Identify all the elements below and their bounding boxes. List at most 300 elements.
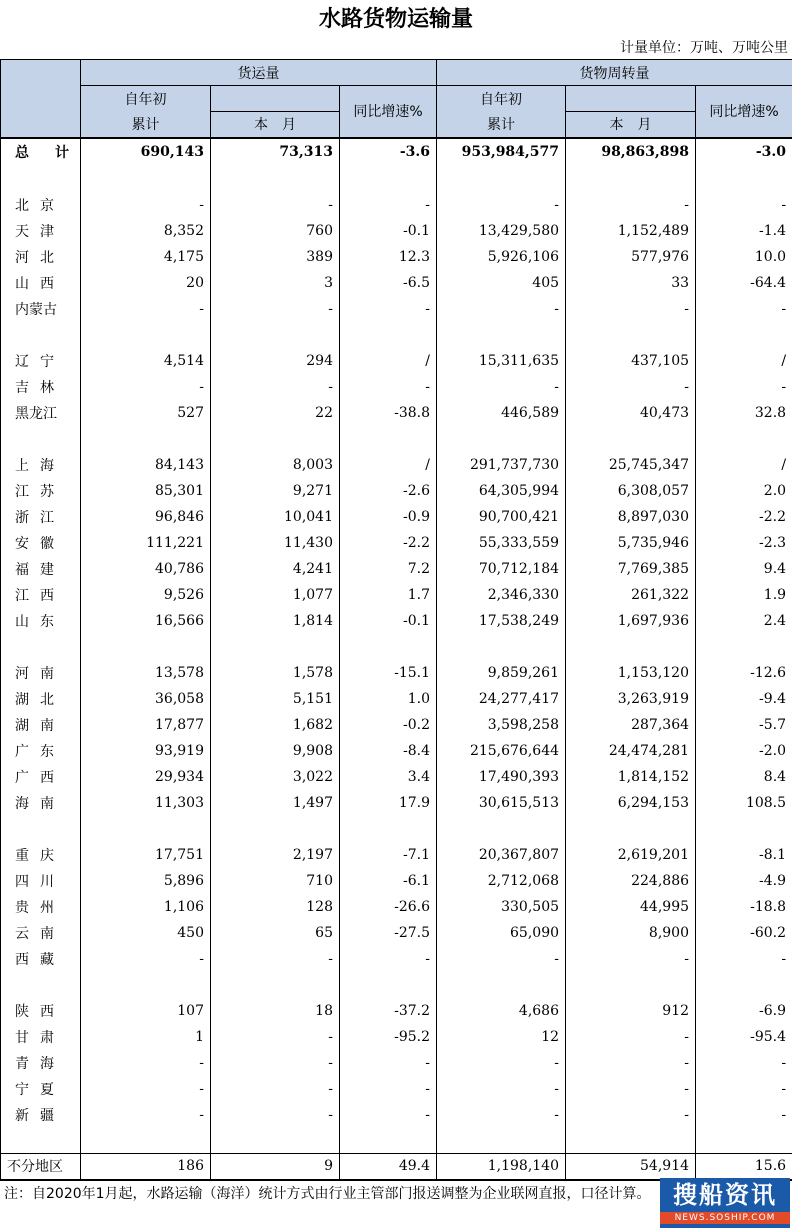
turnover-month-cell: 6,294,153: [566, 790, 696, 816]
table-row: [1, 868, 792, 894]
table-row: [1, 1102, 792, 1128]
region-cell: 北京: [1, 192, 81, 218]
turnover-ytd-cell: 90,700,421: [437, 504, 566, 530]
turnover-month-cell: -: [566, 296, 696, 322]
cargo-volume-header: 货运量: [81, 60, 437, 86]
turnover-month-cell: 54,914: [566, 1154, 696, 1180]
turnover-month-cell: -: [566, 946, 696, 972]
volume-month-cell: 9: [211, 1154, 340, 1180]
turnover-month-cell: 224,886: [566, 868, 696, 894]
region-cell: 河南: [1, 660, 81, 686]
page-title: 水路货物运输量: [318, 7, 473, 32]
region-cell: 广东: [1, 738, 81, 764]
region-header-cell: [1, 60, 81, 138]
turnover-yoy-header: 同比增速%: [696, 86, 792, 138]
volume-ytd-cell: -: [81, 296, 211, 322]
volume-yoy-cell: [340, 426, 437, 452]
table-header: [1, 60, 792, 138]
turnover-yoy-cell: [696, 322, 792, 348]
turnover-yoy-cell: -: [696, 1050, 792, 1076]
volume-yoy-cell: 12.3: [340, 244, 437, 270]
table-row: [1, 894, 792, 920]
volume-ytd-cell: [81, 322, 211, 348]
turnover-month-cell: 1,152,489: [566, 218, 696, 244]
turnover-yoy-cell: -: [696, 1076, 792, 1102]
region-cell: 湖南: [1, 712, 81, 738]
region-cell: 贵州: [1, 894, 81, 920]
table-row: [1, 660, 792, 686]
region-cell: [1, 634, 81, 660]
turnover-month-cell: -: [566, 1024, 696, 1050]
turnover-ytd-cell: 1,198,140: [437, 1154, 566, 1180]
turnover-month-cell: [566, 972, 696, 998]
volume-yoy-cell: -0.1: [340, 608, 437, 634]
spacer-row: [1, 1128, 792, 1154]
volume-ytd-cell: 11,303: [81, 790, 211, 816]
turnover-yoy-cell: [696, 972, 792, 998]
region-cell: 江苏: [1, 478, 81, 504]
turnover-month-cell: 1,814,152: [566, 764, 696, 790]
turnover-yoy-cell: -2.3: [696, 530, 792, 556]
region-cell: [1, 322, 81, 348]
turnover-month-cell: [566, 426, 696, 452]
volume-month-cell: 9,908: [211, 738, 340, 764]
turnover-yoy-cell: -12.6: [696, 660, 792, 686]
table-row: [1, 270, 792, 296]
turnover-ytd-cell: 330,505: [437, 894, 566, 920]
table-row: [1, 296, 792, 322]
volume-yoy-cell: [340, 166, 437, 192]
volume-ytd-cell: 96,846: [81, 504, 211, 530]
turnover-yoy-cell: /: [696, 452, 792, 478]
region-cell: 西藏: [1, 946, 81, 972]
volume-yoy-cell: -: [340, 1102, 437, 1128]
volume-yoy-cell: -: [340, 192, 437, 218]
volume-month-cell: [211, 816, 340, 842]
turnover-yoy-cell: 8.4: [696, 764, 792, 790]
volume-yoy-cell: -: [340, 1076, 437, 1102]
turnover-month-cell: [566, 634, 696, 660]
region-cell: 内蒙古: [1, 296, 81, 322]
turnover-ytd-cell: [437, 816, 566, 842]
turnover-month-cell: -: [566, 1050, 696, 1076]
volume-yoy-cell: /: [340, 452, 437, 478]
volume-ytd-cell: [81, 972, 211, 998]
region-cell: 安徽: [1, 530, 81, 556]
turnover-month-cell: [566, 816, 696, 842]
volume-ytd-cell: -: [81, 1102, 211, 1128]
region-cell: 天津: [1, 218, 81, 244]
region-cell: [1, 1128, 81, 1154]
table-row: [1, 530, 792, 556]
volume-month-cell: 10,041: [211, 504, 340, 530]
region-cell: 山西: [1, 270, 81, 296]
table-row: [1, 790, 792, 816]
turnover-month-cell: [566, 166, 696, 192]
region-cell: 吉林: [1, 374, 81, 400]
volume-month-cell: 710: [211, 868, 340, 894]
volume-month-cell: [211, 322, 340, 348]
volume-yoy-cell: -6.5: [340, 270, 437, 296]
turnover-ytd-cell: -: [437, 1050, 566, 1076]
table-row: [1, 712, 792, 738]
table-row: [1, 582, 792, 608]
volume-ytd-cell: 13,578: [81, 660, 211, 686]
turnover-month-cell: 2,619,201: [566, 842, 696, 868]
volume-month-cell: 389: [211, 244, 340, 270]
spacer-row: [1, 816, 792, 842]
turnover-yoy-cell: -6.9: [696, 998, 792, 1024]
spacer-row: [1, 426, 792, 452]
table-row: [1, 400, 792, 426]
volume-month-cell: -: [211, 1102, 340, 1128]
turnover-ytd-cell: [437, 322, 566, 348]
volume-month-cell: 1,578: [211, 660, 340, 686]
region-cell: 黑龙江: [1, 400, 81, 426]
turnover-ytd-cell: 2,346,330: [437, 582, 566, 608]
turnover-month-cell: 24,474,281: [566, 738, 696, 764]
volume-yoy-cell: -38.8: [340, 400, 437, 426]
volume-month-cell: -: [211, 192, 340, 218]
volume-ytd-cell: 1,106: [81, 894, 211, 920]
region-cell: 广西: [1, 764, 81, 790]
volume-yoy-cell: [340, 816, 437, 842]
volume-month-cell: 5,151: [211, 686, 340, 712]
region-cell: 重庆: [1, 842, 81, 868]
volume-yoy-cell: 49.4: [340, 1154, 437, 1180]
volume-yoy-cell: -3.6: [340, 138, 437, 166]
turnover-month-cell: 98,863,898: [566, 138, 696, 166]
volume-yoy-cell: -95.2: [340, 1024, 437, 1050]
turnover-ytd-cell: 64,305,994: [437, 478, 566, 504]
turnover-month-cell: 33: [566, 270, 696, 296]
turnover-ytd-cell: -: [437, 296, 566, 322]
turnover-yoy-cell: -95.4: [696, 1024, 792, 1050]
volume-ytd-cell: 4,175: [81, 244, 211, 270]
turnover-yoy-cell: [696, 1128, 792, 1154]
footnote: 注：自2020年1月起，水路运输（海洋）统计方式由行业主管部门报送调整为企业联网直报，口径计算。: [4, 1186, 651, 1202]
turnover-yoy-cell: 1.9: [696, 582, 792, 608]
volume-yoy-cell: 17.9: [340, 790, 437, 816]
region-cell: 福建: [1, 556, 81, 582]
region-cell: 青海: [1, 1050, 81, 1076]
turnover-yoy-cell: /: [696, 348, 792, 374]
turnover-month-header-blank: [566, 86, 696, 112]
volume-month-cell: 22: [211, 400, 340, 426]
turnover-month-cell: 577,976: [566, 244, 696, 270]
volume-ytd-cell: 84,143: [81, 452, 211, 478]
turnover-month-cell: 437,105: [566, 348, 696, 374]
region-cell: 湖北: [1, 686, 81, 712]
table-row: [1, 244, 792, 270]
volume-month-cell: 1,077: [211, 582, 340, 608]
volume-yoy-cell: -: [340, 1050, 437, 1076]
turnover-month-cell: 3,263,919: [566, 686, 696, 712]
turnover-ytd-cell: -: [437, 1102, 566, 1128]
turnover-yoy-cell: -8.1: [696, 842, 792, 868]
logo-url: NEWS.SOSHIP.COM: [660, 1212, 790, 1224]
table-row: [1, 478, 792, 504]
volume-month-cell: 18: [211, 998, 340, 1024]
volume-ytd-cell: 16,566: [81, 608, 211, 634]
volume-month-cell: 4,241: [211, 556, 340, 582]
volume-ytd-cell: -: [81, 1050, 211, 1076]
volume-month-cell: 73,313: [211, 138, 340, 166]
turnover-ytd-cell: -: [437, 946, 566, 972]
spacer-row: [1, 972, 792, 998]
turnover-month-cell: [566, 322, 696, 348]
turnover-yoy-cell: [696, 816, 792, 842]
turnover-yoy-cell: -9.4: [696, 686, 792, 712]
turnover-ytd-cell: 17,538,249: [437, 608, 566, 634]
volume-month-cell: -: [211, 1076, 340, 1102]
spacer-row: [1, 322, 792, 348]
volume-ytd-cell: 85,301: [81, 478, 211, 504]
turnover-ytd-cell: 446,589: [437, 400, 566, 426]
volume-yoy-cell: -27.5: [340, 920, 437, 946]
volume-yoy-cell: -2.6: [340, 478, 437, 504]
volume-month-cell: [211, 166, 340, 192]
volume-ytd-cell: 17,877: [81, 712, 211, 738]
volume-yoy-cell: 1.0: [340, 686, 437, 712]
turnover-ytd-cell: 9,859,261: [437, 660, 566, 686]
volume-ytd-cell: 8,352: [81, 218, 211, 244]
turnover-month-cell: 912: [566, 998, 696, 1024]
turnover-yoy-cell: -: [696, 1102, 792, 1128]
cargo-turnover-header: 货物周转量: [437, 60, 792, 86]
turnover-yoy-cell: 9.4: [696, 556, 792, 582]
region-cell: [1, 816, 81, 842]
spacer-row: [1, 634, 792, 660]
turnover-yoy-cell: -3.0: [696, 138, 792, 166]
volume-month-header: 本 月: [211, 112, 340, 138]
table-row: [1, 1050, 792, 1076]
turnover-ytd-cell: 3,598,258: [437, 712, 566, 738]
volume-ytd-header-top: 自年初: [81, 86, 211, 112]
volume-ytd-cell: 17,751: [81, 842, 211, 868]
region-cell: 四川: [1, 868, 81, 894]
region-cell: 上海: [1, 452, 81, 478]
volume-month-cell: 1,814: [211, 608, 340, 634]
turnover-yoy-cell: -5.7: [696, 712, 792, 738]
volume-ytd-cell: [81, 816, 211, 842]
volume-month-cell: -: [211, 946, 340, 972]
turnover-ytd-cell: 24,277,417: [437, 686, 566, 712]
volume-month-cell: 1,682: [211, 712, 340, 738]
site-logo: [660, 1178, 790, 1228]
turnover-ytd-cell: 2,712,068: [437, 868, 566, 894]
turnover-yoy-cell: 108.5: [696, 790, 792, 816]
volume-ytd-cell: 5,896: [81, 868, 211, 894]
turnover-ytd-cell: 5,926,106: [437, 244, 566, 270]
table-row: [1, 192, 792, 218]
volume-yoy-cell: -0.2: [340, 712, 437, 738]
volume-yoy-cell: 7.2: [340, 556, 437, 582]
turnover-month-cell: 40,473: [566, 400, 696, 426]
region-cell: [1, 166, 81, 192]
turnover-ytd-cell: 405: [437, 270, 566, 296]
region-cell: 新疆: [1, 1102, 81, 1128]
volume-ytd-header-bottom: 累计: [81, 112, 211, 138]
turnover-ytd-cell: [437, 426, 566, 452]
turnover-yoy-cell: -60.2: [696, 920, 792, 946]
volume-ytd-cell: -: [81, 374, 211, 400]
turnover-ytd-cell: 30,615,513: [437, 790, 566, 816]
volume-month-cell: 760: [211, 218, 340, 244]
turnover-ytd-cell: 291,737,730: [437, 452, 566, 478]
turnover-ytd-cell: 215,676,644: [437, 738, 566, 764]
turnover-yoy-cell: -: [696, 296, 792, 322]
turnover-yoy-cell: -: [696, 192, 792, 218]
volume-yoy-cell: [340, 634, 437, 660]
turnover-yoy-cell: 2.0: [696, 478, 792, 504]
region-cell: 浙江: [1, 504, 81, 530]
volume-yoy-cell: -: [340, 296, 437, 322]
turnover-month-cell: 8,897,030: [566, 504, 696, 530]
volume-yoy-header: 同比增速%: [340, 86, 437, 138]
table-row: [1, 374, 792, 400]
volume-month-cell: 65: [211, 920, 340, 946]
volume-ytd-cell: -: [81, 946, 211, 972]
table-row: [1, 1024, 792, 1050]
turnover-ytd-cell: 953,984,577: [437, 138, 566, 166]
volume-yoy-cell: /: [340, 348, 437, 374]
turnover-ytd-cell: 20,367,807: [437, 842, 566, 868]
turnover-month-cell: -: [566, 1102, 696, 1128]
turnover-ytd-cell: 65,090: [437, 920, 566, 946]
region-cell: 总计: [1, 138, 81, 166]
volume-month-cell: [211, 634, 340, 660]
volume-ytd-cell: 9,526: [81, 582, 211, 608]
table-row: [1, 452, 792, 478]
table-row: [1, 998, 792, 1024]
volume-yoy-cell: 3.4: [340, 764, 437, 790]
turnover-month-cell: 25,745,347: [566, 452, 696, 478]
table-row: [1, 138, 792, 166]
volume-ytd-cell: -: [81, 1076, 211, 1102]
volume-month-cell: 294: [211, 348, 340, 374]
volume-ytd-cell: [81, 426, 211, 452]
region-cell: 宁夏: [1, 1076, 81, 1102]
turnover-ytd-cell: [437, 1128, 566, 1154]
volume-yoy-cell: -26.6: [340, 894, 437, 920]
volume-ytd-cell: [81, 634, 211, 660]
volume-yoy-cell: -2.2: [340, 530, 437, 556]
table-body: [1, 138, 792, 1180]
turnover-month-cell: -: [566, 192, 696, 218]
turnover-month-cell: 8,900: [566, 920, 696, 946]
table-row: [1, 764, 792, 790]
volume-ytd-cell: 4,514: [81, 348, 211, 374]
volume-ytd-cell: 40,786: [81, 556, 211, 582]
volume-yoy-cell: -6.1: [340, 868, 437, 894]
volume-month-cell: 9,271: [211, 478, 340, 504]
volume-yoy-cell: [340, 1128, 437, 1154]
turnover-ytd-cell: 55,333,559: [437, 530, 566, 556]
turnover-month-header: 本 月: [566, 112, 696, 138]
region-cell: 辽宁: [1, 348, 81, 374]
region-cell: 不分地区: [1, 1154, 81, 1180]
volume-ytd-cell: 93,919: [81, 738, 211, 764]
turnover-ytd-cell: 17,490,393: [437, 764, 566, 790]
turnover-yoy-cell: [696, 634, 792, 660]
volume-ytd-cell: 111,221: [81, 530, 211, 556]
volume-month-cell: 11,430: [211, 530, 340, 556]
turnover-month-cell: 1,697,936: [566, 608, 696, 634]
turnover-ytd-cell: 4,686: [437, 998, 566, 1024]
volume-ytd-cell: 186: [81, 1154, 211, 1180]
turnover-yoy-cell: -18.8: [696, 894, 792, 920]
table-row: [1, 842, 792, 868]
table-row: [1, 686, 792, 712]
turnover-yoy-cell: -1.4: [696, 218, 792, 244]
volume-yoy-cell: -37.2: [340, 998, 437, 1024]
volume-ytd-cell: -: [81, 192, 211, 218]
turnover-ytd-cell: 12: [437, 1024, 566, 1050]
volume-yoy-cell: -0.9: [340, 504, 437, 530]
turnover-month-cell: 5,735,946: [566, 530, 696, 556]
turnover-yoy-cell: 2.4: [696, 608, 792, 634]
turnover-ytd-header-top: 自年初: [437, 86, 566, 112]
turnover-ytd-cell: [437, 634, 566, 660]
table-row: [1, 556, 792, 582]
turnover-month-cell: 44,995: [566, 894, 696, 920]
turnover-ytd-cell: 70,712,184: [437, 556, 566, 582]
volume-ytd-cell: 450: [81, 920, 211, 946]
turnover-yoy-cell: 32.8: [696, 400, 792, 426]
volume-yoy-cell: -15.1: [340, 660, 437, 686]
volume-month-cell: -: [211, 296, 340, 322]
volume-yoy-cell: -: [340, 374, 437, 400]
turnover-month-cell: 287,364: [566, 712, 696, 738]
turnover-yoy-cell: -4.9: [696, 868, 792, 894]
volume-yoy-cell: [340, 972, 437, 998]
turnover-yoy-cell: -64.4: [696, 270, 792, 296]
turnover-month-cell: 261,322: [566, 582, 696, 608]
turnover-ytd-cell: -: [437, 192, 566, 218]
volume-yoy-cell: 1.7: [340, 582, 437, 608]
turnover-month-cell: 1,153,120: [566, 660, 696, 686]
table-row: [1, 504, 792, 530]
logo-text: 搜船资讯: [673, 1181, 777, 1209]
volume-ytd-cell: 1: [81, 1024, 211, 1050]
turnover-yoy-cell: -2.0: [696, 738, 792, 764]
turnover-ytd-cell: [437, 972, 566, 998]
volume-month-cell: [211, 972, 340, 998]
turnover-yoy-cell: 10.0: [696, 244, 792, 270]
table-row: [1, 946, 792, 972]
turnover-yoy-cell: -: [696, 374, 792, 400]
volume-ytd-cell: 107: [81, 998, 211, 1024]
spacer-row: [1, 166, 792, 192]
volume-month-cell: -: [211, 1050, 340, 1076]
table-row: [1, 218, 792, 244]
volume-ytd-cell: 29,934: [81, 764, 211, 790]
volume-yoy-cell: -: [340, 946, 437, 972]
freight-table: [0, 59, 792, 1181]
turnover-month-cell: 7,769,385: [566, 556, 696, 582]
turnover-ytd-cell: -: [437, 1076, 566, 1102]
region-cell: 甘肃: [1, 1024, 81, 1050]
turnover-month-cell: 6,308,057: [566, 478, 696, 504]
volume-month-header-blank: [211, 86, 340, 112]
turnover-month-cell: -: [566, 1076, 696, 1102]
volume-ytd-cell: 527: [81, 400, 211, 426]
table-row: [1, 738, 792, 764]
region-cell: [1, 972, 81, 998]
volume-month-cell: [211, 426, 340, 452]
volume-month-cell: 3,022: [211, 764, 340, 790]
